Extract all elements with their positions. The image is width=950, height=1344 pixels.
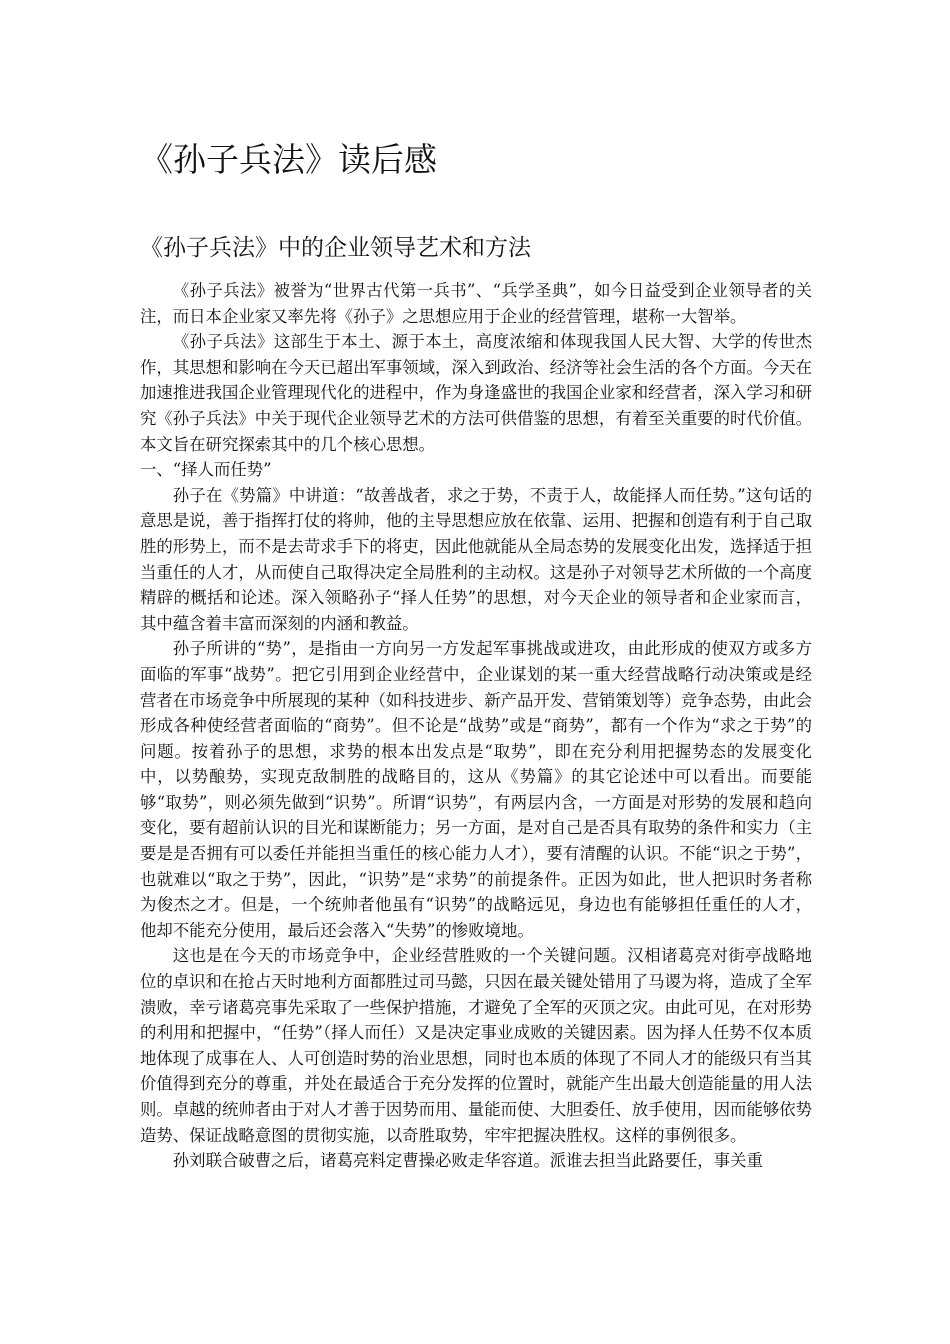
paragraph-intro: 《孙子兵法》被誉为“世界古代第一兵书”、“兵学圣典”，如今日益受到企业领导者的关注，而日本企业家又率先将《孙子》之思想应用于企业的经营管理，堪称一大智举。 [140, 281, 812, 326]
section-heading: 《孙子兵法》中的企业领导艺术和方法 [140, 235, 531, 261]
body-text [140, 278, 812, 1174]
paragraph-background: 《孙子兵法》这部生于本土、源于本土，高度浓缩和体现我国人民大智、大学的传世杰作，其思想和影响在今天已超出军事领域，深入到政治、经济等社会生活的各个方面。今天在加速推进我国企业管理现代化的进程中，作为身逢盛世的我国企业家和经营者，深入学习和研究《孙子兵法》中关于现代企业领导艺术的方法可供借鉴的思想，有着至关重要的时代价值。本文旨在研究探索其中的几个核心思想。 [140, 332, 813, 454]
subsection-heading: 一、“择人而任势” [140, 460, 272, 480]
paragraph-market-competition: 这也是在今天的市场竞争中，企业经营胜败的一个关键问题。汉相诸葛亮对街亭战略地位的卓识和在抢占天时地利方面都胜过司马懿，只因在最关键处错用了马谡为将，造成了全军溃败，幸亏诸葛亮事先采取了一些保护措施，才避免了全军的灭顶之灾。由此可见，在对形势的利用和把握中，“任势”（择人而任）又是决定事业成败的关键因素。因为择人任势不仅本质地体现了成事在人、人可创造时势的治业思想，同时也本质的体现了不同人才的能级只有当其价值得到充分的尊重，并处在最适合于充分发挥的位置时，就能产生出最大创造能量的用人法则。卓越的统帅者由于对人才善于因势而用、量能而使、大胆委任、放手使用，因而能够依势造势、保证战略意图的贯彻实施，以奇胜取势，牢牢把握决胜权。这样的事例很多。 [140, 946, 813, 1145]
document-title: 《孙子兵法》读后感 [140, 140, 437, 179]
paragraph-shi-meaning: 孙子所讲的“势”，是指由一方向另一方发起军事挑战或进攻，由此形成的使双方或多方面临的军事“战势”。把它引用到企业经营中，企业谋划的某一重大经营战略行动决策或是经营者在市场竞争中所展现的某种（如科技进步、新产品开发、营销策划等）竞争态势，由此会形成各种使经营者面临的“商势”。但不论是“战势”或是“商势”，都有一个作为“求之于势”的问题。按着孙子的思想，求势的根本出发点是“取势”，即在充分利用把握势态的发展变化中，以势酿势，实现克敌制胜的战略目的，这从《势篇》的其它论述中可以看出。而要能够“取势”，则必须先做到“识势”。所谓“识势”，有两层内含，一方面是对形势的发展和趋向变化，要有超前认识的目光和谋断能力；另一方面，是对自己是否具有取势的条件和实力（主要是是否拥有可以委任并能担当重任的核心能力人才），要有清醒的认识。不能“识之于势”，也就难以“取之于势”，因此，“识势”是“求势”的前提条件。正因为如此，世人把识时务者称为俊杰之才。但是，一个统帅者他虽有“识势”的战略远见，身边也有能够担任重任的人才，他却不能充分使用，最后还会落入“失势”的惨败境地。 [140, 639, 813, 940]
paragraph-shi-pian: 孙子在《势篇》中讲道：“故善战者，求之于势，不责于人，故能择人而任势。”这句话的意思是说，善于指挥打仗的将帅，他的主导思想应放在依靠、运用、把握和创造有利于自己取胜的形势上，而不是去苛求手下的将吏，因此他就能从全局态势的发展变化出发，选择适于担当重任的人才，从而使自己取得决定全局胜利的主动权。这是孙子对领导艺术所做的一个高度精辟的概括和论述。深入领略孙子“择人任势”的思想，对今天企业的领导者和企业家而言，其中蕴含着丰富而深刻的内涵和教益。 [140, 485, 813, 633]
paragraph-huarong-road: 孙刘联合破曹之后，诸葛亮料定曹操必败走华容道。派谁去担当此路要任，事关重 [172, 1151, 763, 1171]
